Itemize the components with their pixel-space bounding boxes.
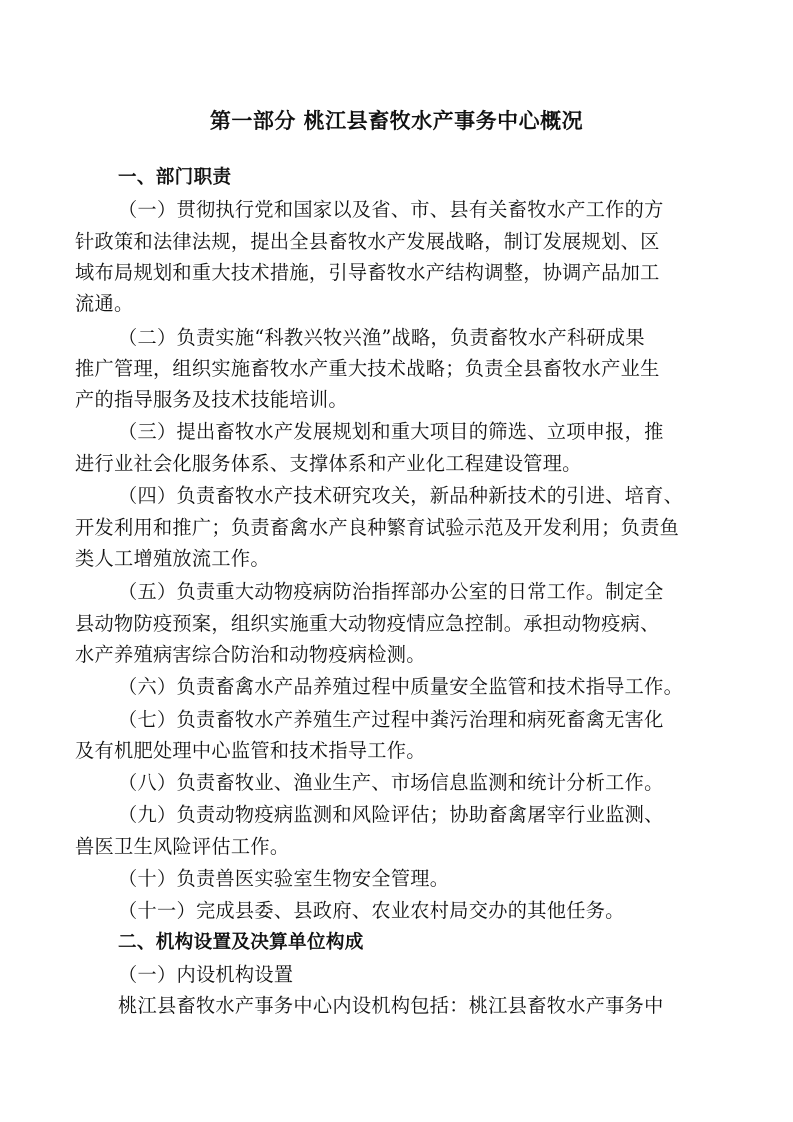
paragraph-line: 开发利用和推广；负责畜禽水产良种繁育试验示范及开发利用；负责鱼: [75, 516, 680, 539]
paragraph-line: （九）负责动物疫病监测和风险评估；协助畜禽屠宰行业监测、: [118, 803, 664, 826]
paragraph-line: 产的指导服务及技术技能培训。: [75, 388, 348, 411]
section-heading-duties: 一、部门职责: [118, 167, 232, 188]
paragraph-line: 进行业社会化服务体系、支撑体系和产业化工程建设管理。: [75, 452, 582, 475]
paragraph-line: （十）负责兽医实验室生物安全管理。: [118, 867, 450, 890]
paragraph-line: （八）负责畜牧业、渔业生产、市场信息监测和统计分析工作。: [118, 771, 664, 794]
paragraph-line: （三）提出畜牧水产发展规划和重大项目的筛选、立项申报，推: [118, 420, 664, 443]
paragraph-line: 水产养殖病害综合防治和动物疫病检测。: [75, 643, 426, 666]
paragraph-line: 针政策和法律法规，提出全县畜牧水产发展战略，制订发展规划、区: [75, 230, 660, 253]
section-heading-organization: 二、机构设置及决算单位构成: [118, 932, 364, 953]
paragraph-line: 桃江县畜牧水产事务中心内设机构包括：桃江县畜牧水产事务中: [118, 994, 664, 1017]
paragraph-line: （一）贯彻执行党和国家以及省、市、县有关畜牧水产工作的方: [118, 198, 664, 221]
paragraph-line: （四）负责畜牧水产技术研究攻关，新品种新技术的引进、培育、: [118, 484, 684, 507]
paragraph-line: 及有机肥处理中心监管和技术指导工作。: [75, 739, 426, 762]
paragraph-line: 推广管理，组织实施畜牧水产重大技术战略；负责全县畜牧水产业生: [75, 357, 660, 380]
subsection-heading-internal-org: （一）内设机构设置: [118, 963, 294, 986]
paragraph-line: 流通。: [75, 292, 134, 315]
paragraph-line: （十一）完成县委、县政府、农业农村局交办的其他任务。: [118, 899, 625, 922]
paragraph-line: 类人工增殖放流工作。: [75, 547, 270, 570]
page-title: 第一部分 桃江县畜牧水产事务中心概况: [209, 109, 584, 133]
paragraph-line: （六）负责畜禽水产品养殖过程中质量安全监管和技术指导工作。: [118, 675, 684, 698]
paragraph-line: （二）负责实施“科教兴牧兴渔”战略，负责畜牧水产科研成果: [118, 326, 645, 349]
paragraph-line: 域布局规划和重大技术措施，引导畜牧水产结构调整，协调产品加工: [75, 261, 660, 284]
paragraph-line: （五）负责重大动物疫病防治指挥部办公室的日常工作。制定全: [118, 580, 664, 603]
paragraph-line: （七）负责畜牧水产养殖生产过程中粪污治理和病死畜禽无害化: [118, 708, 664, 731]
paragraph-line: 兽医卫生风险评估工作。: [75, 835, 290, 858]
paragraph-line: 县动物防疫预案，组织实施重大动物疫情应急控制。承担动物疫病、: [75, 612, 660, 635]
